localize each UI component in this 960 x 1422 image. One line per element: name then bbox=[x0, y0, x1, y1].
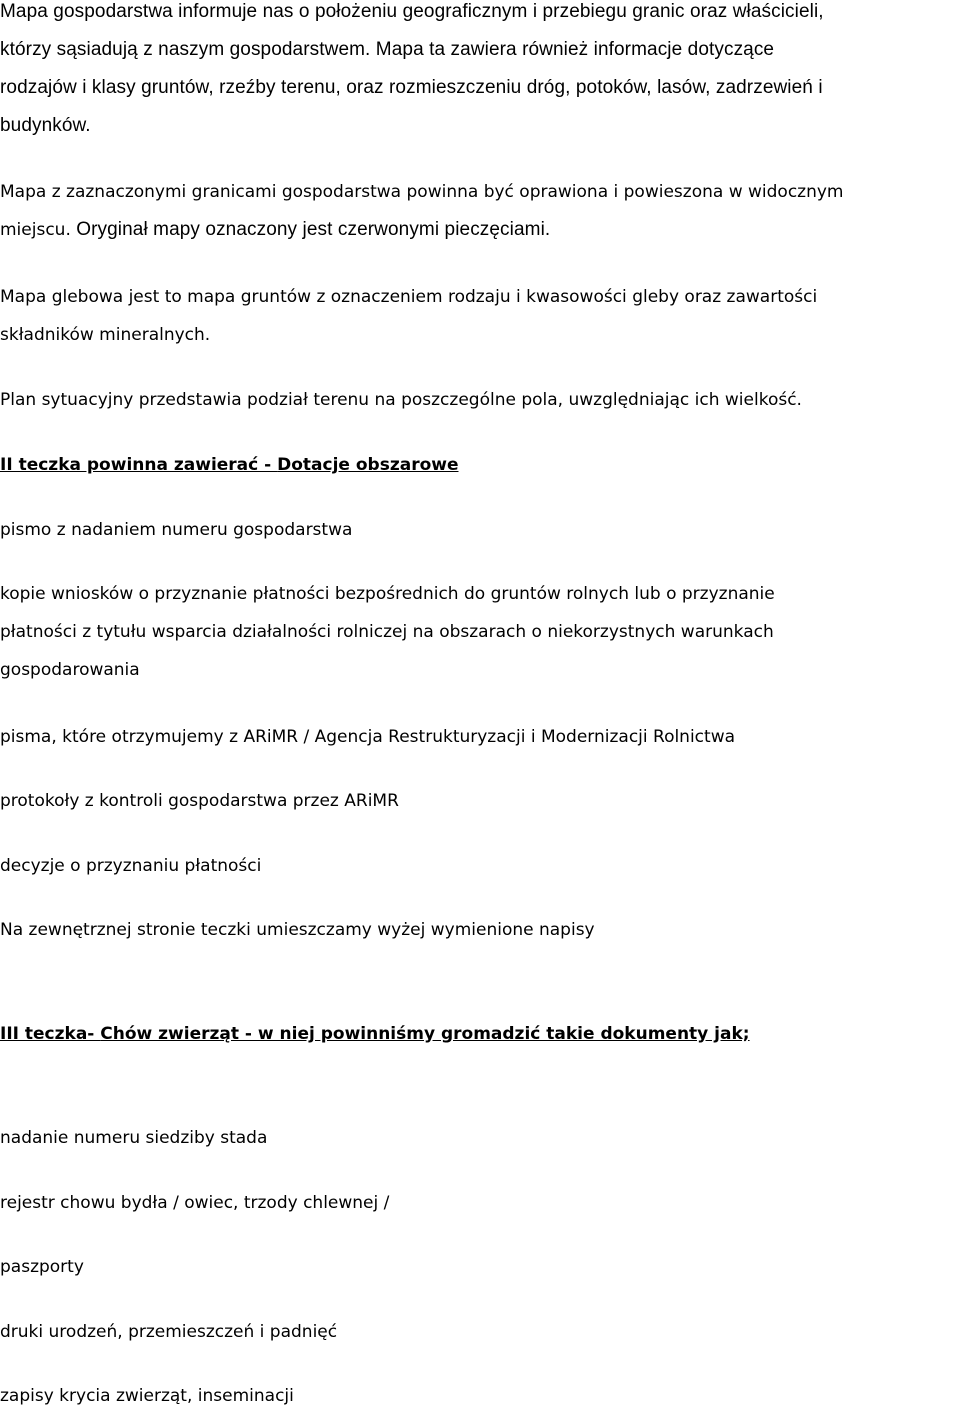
list-item: decyzje o przyznaniu płatności bbox=[0, 856, 262, 876]
paragraph-line: składników mineralnych. bbox=[0, 325, 211, 345]
paragraph-line: rodzajów i klasy gruntów, rzeźby terenu, oraz rozmieszczeniu dróg, potoków, lasów, zadrzewień i bbox=[0, 77, 823, 98]
section-3-item bbox=[0, 1384, 294, 1422]
paragraph-text: Oryginał mapy oznaczony jest czerwonymi pieczęciami. bbox=[70, 219, 551, 240]
heading-title: Dotacje obszarowe bbox=[277, 455, 459, 475]
section-3-item bbox=[0, 1255, 84, 1293]
list-item: rejestr chowu bydła / owiec, trzody chlewnej / bbox=[0, 1193, 390, 1213]
list-item: nadanie numeru siedziby stada bbox=[0, 1128, 268, 1148]
paragraph-line: Plan sytuacyjny przedstawia podział terenu na poszczególne pola, uwzględniając ich wielkość. bbox=[0, 390, 802, 410]
list-item-line: kopie wniosków o przyznanie płatności bezpośrednich do gruntów rolnych lub o przyznanie bbox=[0, 584, 775, 604]
heading-prefix: III teczka- bbox=[0, 1024, 101, 1044]
list-item-line: płatności z tytułu wsparcia działalności rolniczej na obszarach o niekorzystnych warunkach bbox=[0, 622, 774, 642]
section-3-item bbox=[0, 1320, 337, 1358]
section-2-item bbox=[0, 518, 352, 556]
heading-line bbox=[0, 1022, 750, 1060]
map-display-paragraph bbox=[0, 180, 844, 256]
list-item: pismo z nadaniem numeru gospodarstwa bbox=[0, 520, 353, 540]
map-description-paragraph bbox=[0, 0, 824, 152]
list-item: paszporty bbox=[0, 1257, 84, 1277]
section-2-heading bbox=[0, 453, 459, 491]
heading-suffix: - w niej powinniśmy gromadzić takie dokumenty jak; bbox=[239, 1024, 750, 1044]
paragraph-line: Mapa z zaznaczonymi granicami gospodarstwa powinna być oprawiona i powieszona w widocznym bbox=[0, 182, 844, 202]
section-2-item bbox=[0, 725, 735, 763]
paragraph-line bbox=[0, 218, 844, 256]
section-2-item bbox=[0, 789, 399, 827]
list-item: druki urodzeń, przemieszczeń i padnięć bbox=[0, 1322, 338, 1342]
section-2-item bbox=[0, 582, 775, 696]
section-3-item bbox=[0, 1191, 389, 1229]
heading-prefix: II teczka powinna zawierać - bbox=[0, 455, 278, 475]
paragraph-line: Mapa glebowa jest to mapa gruntów z oznaczeniem rodzaju i kwasowości gleby oraz zawartości bbox=[0, 287, 818, 307]
list-item: Na zewnętrznej stronie teczki umieszczamy wyżej wymienione napisy bbox=[0, 920, 595, 940]
section-3-heading bbox=[0, 1022, 750, 1060]
list-item-line: gospodarowania bbox=[0, 660, 140, 680]
heading-title: Chów zwierząt bbox=[100, 1024, 239, 1044]
section-2-note bbox=[0, 918, 595, 956]
list-item: zapisy krycia zwierząt, inseminacji bbox=[0, 1386, 294, 1406]
heading-line bbox=[0, 453, 459, 491]
paragraph-text: miejscu. bbox=[0, 220, 71, 240]
site-plan-paragraph bbox=[0, 388, 802, 426]
paragraph-line: budynków. bbox=[0, 115, 91, 136]
soil-map-paragraph bbox=[0, 285, 817, 361]
section-3-item bbox=[0, 1126, 267, 1164]
paragraph-line: którzy sąsiadują z naszym gospodarstwem. Mapa ta zawiera również informacje dotyczące bbox=[0, 39, 775, 60]
section-2-item bbox=[0, 854, 261, 892]
paragraph-line: Mapa gospodarstwa informuje nas o położeniu geograficznym i przebiegu granic oraz właścicieli, bbox=[0, 1, 824, 22]
list-item: pisma, które otrzymujemy z ARiMR / Agencja Restrukturyzacji i Modernizacji Rolnictwa bbox=[0, 727, 736, 747]
list-item: protokoły z kontroli gospodarstwa przez ARiMR bbox=[0, 791, 399, 811]
